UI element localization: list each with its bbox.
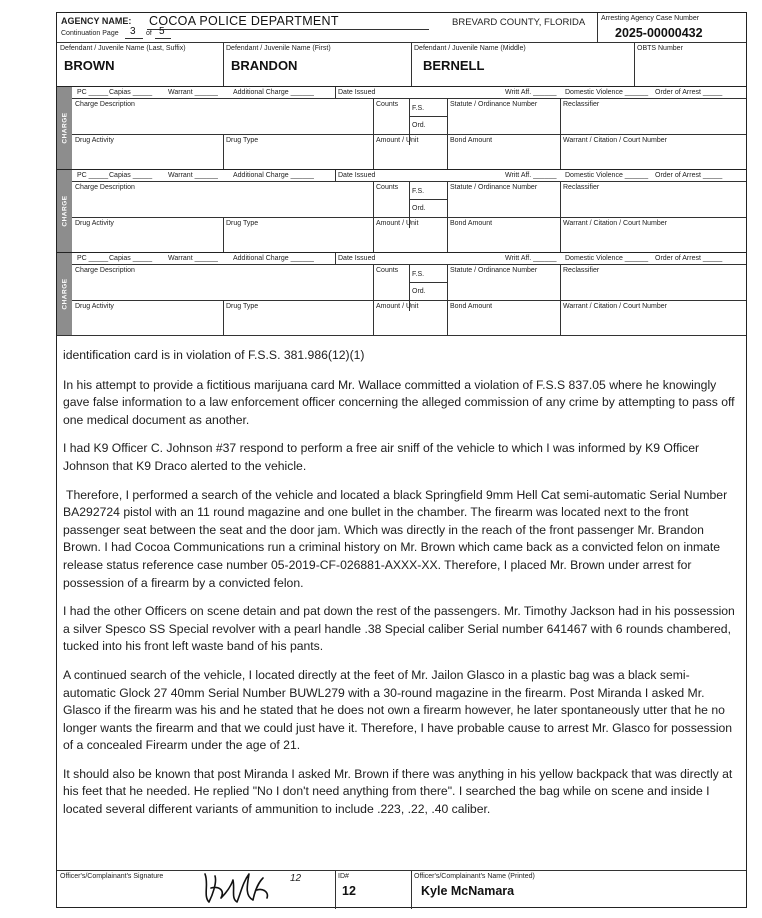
charge-side-label: CHARGE <box>57 87 72 169</box>
warrant-citation-label: Warrant / Citation / Court Number <box>563 137 667 144</box>
agency-name: COCOA POLICE DEPARTMENT <box>149 14 339 28</box>
report-form <box>56 12 747 908</box>
counts-label: Counts <box>376 267 399 274</box>
drug-type-divider <box>223 217 224 253</box>
charge-line-2 <box>72 300 746 301</box>
counts-label: Counts <box>376 184 399 191</box>
warrant-label: Warrant ______ <box>168 255 218 262</box>
officer-printed-name: Kyle McNamara <box>421 884 515 898</box>
date-issued-label: Date Issued <box>338 89 376 96</box>
agency-name-label: AGENCY NAME: <box>61 16 132 26</box>
domestic-violence-label: Domestic Violence ______ <box>565 89 649 96</box>
defendant-divider-2 <box>411 42 412 86</box>
warrant-citation-label: Warrant / Citation / Court Number <box>563 220 667 227</box>
date-issued-label: Date Issued <box>338 255 376 262</box>
county: BREVARD COUNTY, FLORIDA <box>452 17 586 28</box>
narrative-paragraph: A continued search of the vehicle, I located directly at the feet of Mr. Jailon Glasco in a plastic bag was a black semi-automatic Glock 27 40mm Serial Number BUWL279 with a 30-round magazine in the firearm. Post Miranda I asked Mr. Glasco if the firearm was his and he stated that he does not own a firearm however, he later spontaneously utter that he no longer wants the firearm and that we could just have it. Therefore, I have probable cause to arrest Mr. Glasco for possession of a concealed Firearm under the age of 21. <box>63 667 733 753</box>
obts-number-label: OBTS Number <box>637 45 683 52</box>
charge-description-label: Charge Description <box>75 101 135 108</box>
signature-note: 12 <box>290 873 302 884</box>
charge-side-label: CHARGE <box>57 170 72 252</box>
header-divider <box>57 42 746 43</box>
counts-label: Counts <box>376 101 399 108</box>
reclassifier-label: Reclassifier <box>563 101 600 108</box>
drug-type-divider <box>223 134 224 170</box>
continuation-page-total: 5 <box>159 26 165 37</box>
defendant-middle-label: Defendant / Juvenile Name (Middle) <box>414 45 526 52</box>
warrant-citation-label: Warrant / Citation / Court Number <box>563 303 667 310</box>
narrative <box>63 347 739 830</box>
printed-name-label: Officer's/Complainant's Name (Printed) <box>414 873 535 880</box>
charge-block-2 <box>57 169 746 252</box>
defendant-last-name: BROWN <box>64 58 115 73</box>
defendant-divider-3 <box>634 42 635 86</box>
order-of-arrest-label: Order of Arrest _____ <box>655 172 723 179</box>
defendant-middle-name: BERNELL <box>423 58 485 73</box>
additional-charge-label: Additional Charge ______ <box>233 255 314 262</box>
amount-unit-label: Amount / Unit <box>376 303 419 310</box>
case-number: 2025-00000432 <box>615 26 703 40</box>
order-of-arrest-label: Order of Arrest _____ <box>655 255 723 262</box>
footer-divider-2 <box>411 870 412 909</box>
signature-label: Officer's/Complainant's Signature <box>60 873 164 880</box>
reclassifier-label: Reclassifier <box>563 184 600 191</box>
pc-label: PC _____ <box>77 89 109 96</box>
date-divider <box>335 253 336 264</box>
charge-side-label: CHARGE <box>57 253 72 335</box>
fs-label: F.S. <box>412 271 425 278</box>
ord-label: Ord. <box>412 122 426 129</box>
narrative-paragraph: I had K9 Officer C. Johnson #37 respond to perform a free air sniff of the vehicle to which I was informed by K9 Officer Johnson that K9 Draco alerted to the vehicle. <box>63 441 700 473</box>
order-of-arrest-label: Order of Arrest _____ <box>655 89 723 96</box>
statute-label: Statute / Ordinance Number <box>450 101 538 108</box>
narrative-paragraph: Therefore, I performed a search of the vehicle and located a black Springfield 9mm Hell Cat semi-automatic Serial Number BA292724 pistol with an 11 round magazine and one bullet in the chamber. The firearm was located next to the front passenger seat between the seat and the door jam. Which was directly in the reach of the front passenger Mr. Brandon Brown. I had Cocoa Communications run a criminal history on Mr. Brown which came back as a convicted felon on inmate release status reference case number 05-2019-CF-026881-AXXX-XX. Therefore, I placed Mr. Brown under arrest for possession of a firearm by a convicted felon. <box>63 487 728 590</box>
narrative-paragraph: identification card is in violation of F.S.S. 381.986(12)(1) <box>63 348 365 362</box>
continuation-page-label: Continuation Page <box>61 30 119 37</box>
statute-label: Statute / Ordinance Number <box>450 267 538 274</box>
ord-label: Ord. <box>412 288 426 295</box>
date-divider <box>335 87 336 98</box>
charge-line-2 <box>72 134 746 135</box>
drug-type-label: Drug Type <box>226 137 259 144</box>
reclassifier-label: Reclassifier <box>563 267 600 274</box>
bond-amount-label: Bond Amount <box>450 303 493 310</box>
capias-label: Capias _____ <box>109 255 153 262</box>
page-underline-2 <box>155 38 171 39</box>
capias-label: Capias _____ <box>109 172 153 179</box>
id-value: 12 <box>342 884 356 898</box>
amount-unit-label: Amount / Unit <box>376 137 419 144</box>
defendant-first-label: Defendant / Juvenile Name (First) <box>226 45 331 52</box>
additional-charge-label: Additional Charge ______ <box>233 89 314 96</box>
footer-divider-1 <box>335 870 336 909</box>
drug-type-label: Drug Type <box>226 303 259 310</box>
narrative-paragraph: I had the other Officers on scene detain and pat down the rest of the passengers. Mr. Timothy Jackson had in his possession a silver Spesco SS Special revolver with a pearl handle .38 Special caliber Serial number 641467 with 6 rounds chambered, tucked into his front left waste band of his pants. <box>63 604 735 654</box>
drug-activity-label: Drug Activity <box>75 303 114 310</box>
fs-label: F.S. <box>412 188 425 195</box>
charge-block-3 <box>57 252 746 335</box>
charge-line-2 <box>72 217 746 218</box>
narrative-paragraph: In his attempt to provide a fictitious marijuana card Mr. Wallace committed a violation of F.S.S 837.05 where he knowingly gave false information to a law enforcement officer concerning the alleged commission of any crime by attempting to pass off one medical document as another. <box>63 377 735 427</box>
charge-description-label: Charge Description <box>75 184 135 191</box>
case-number-divider <box>597 13 598 42</box>
warrant-label: Warrant ______ <box>168 172 218 179</box>
statute-label: Statute / Ordinance Number <box>450 184 538 191</box>
date-issued-label: Date Issued <box>338 172 376 179</box>
writt-aff-label: Writt Aff. ______ <box>505 172 557 179</box>
fs-line <box>410 199 447 200</box>
narrative-paragraph: It should also be known that post Miranda I asked Mr. Brown if there was anything in his yellow backpack that was directly at his feet that he needed. He replied "No I don't need anything from there". I searched the bag while on scene and inside I located several different variants of ammunition to include .223, .22, .40 caliber. <box>63 766 733 817</box>
domestic-violence-label: Domestic Violence ______ <box>565 255 649 262</box>
drug-type-label: Drug Type <box>226 220 259 227</box>
charge-block-1 <box>57 86 746 169</box>
footer-top-border <box>57 870 746 871</box>
narrative-top-border <box>57 335 746 336</box>
additional-charge-label: Additional Charge ______ <box>233 172 314 179</box>
date-divider <box>335 170 336 181</box>
drug-type-divider <box>223 300 224 336</box>
agency-underline <box>147 29 429 30</box>
defendant-first-name: BRANDON <box>231 58 298 73</box>
drug-activity-label: Drug Activity <box>75 137 114 144</box>
officer-signature <box>197 868 297 908</box>
fs-line <box>410 282 447 283</box>
drug-activity-label: Drug Activity <box>75 220 114 227</box>
of-label: of <box>146 30 152 37</box>
defendant-divider-1 <box>223 42 224 86</box>
charge-description-label: Charge Description <box>75 267 135 274</box>
pc-label: PC _____ <box>77 255 109 262</box>
ord-label: Ord. <box>412 205 426 212</box>
bond-amount-label: Bond Amount <box>450 137 493 144</box>
writt-aff-label: Writt Aff. ______ <box>505 89 557 96</box>
writt-aff-label: Writt Aff. ______ <box>505 255 557 262</box>
capias-label: Capias _____ <box>109 89 153 96</box>
page-underline-1 <box>125 38 143 39</box>
fs-line <box>410 116 447 117</box>
id-label: ID# <box>338 873 349 880</box>
continuation-page-current: 3 <box>130 26 136 37</box>
case-number-label: Arresting Agency Case Number <box>601 15 700 22</box>
domestic-violence-label: Domestic Violence ______ <box>565 172 649 179</box>
warrant-label: Warrant ______ <box>168 89 218 96</box>
fs-label: F.S. <box>412 105 425 112</box>
amount-unit-label: Amount / Unit <box>376 220 419 227</box>
defendant-last-label: Defendant / Juvenile Name (Last, Suffix) <box>60 45 186 52</box>
bond-amount-label: Bond Amount <box>450 220 493 227</box>
pc-label: PC _____ <box>77 172 109 179</box>
